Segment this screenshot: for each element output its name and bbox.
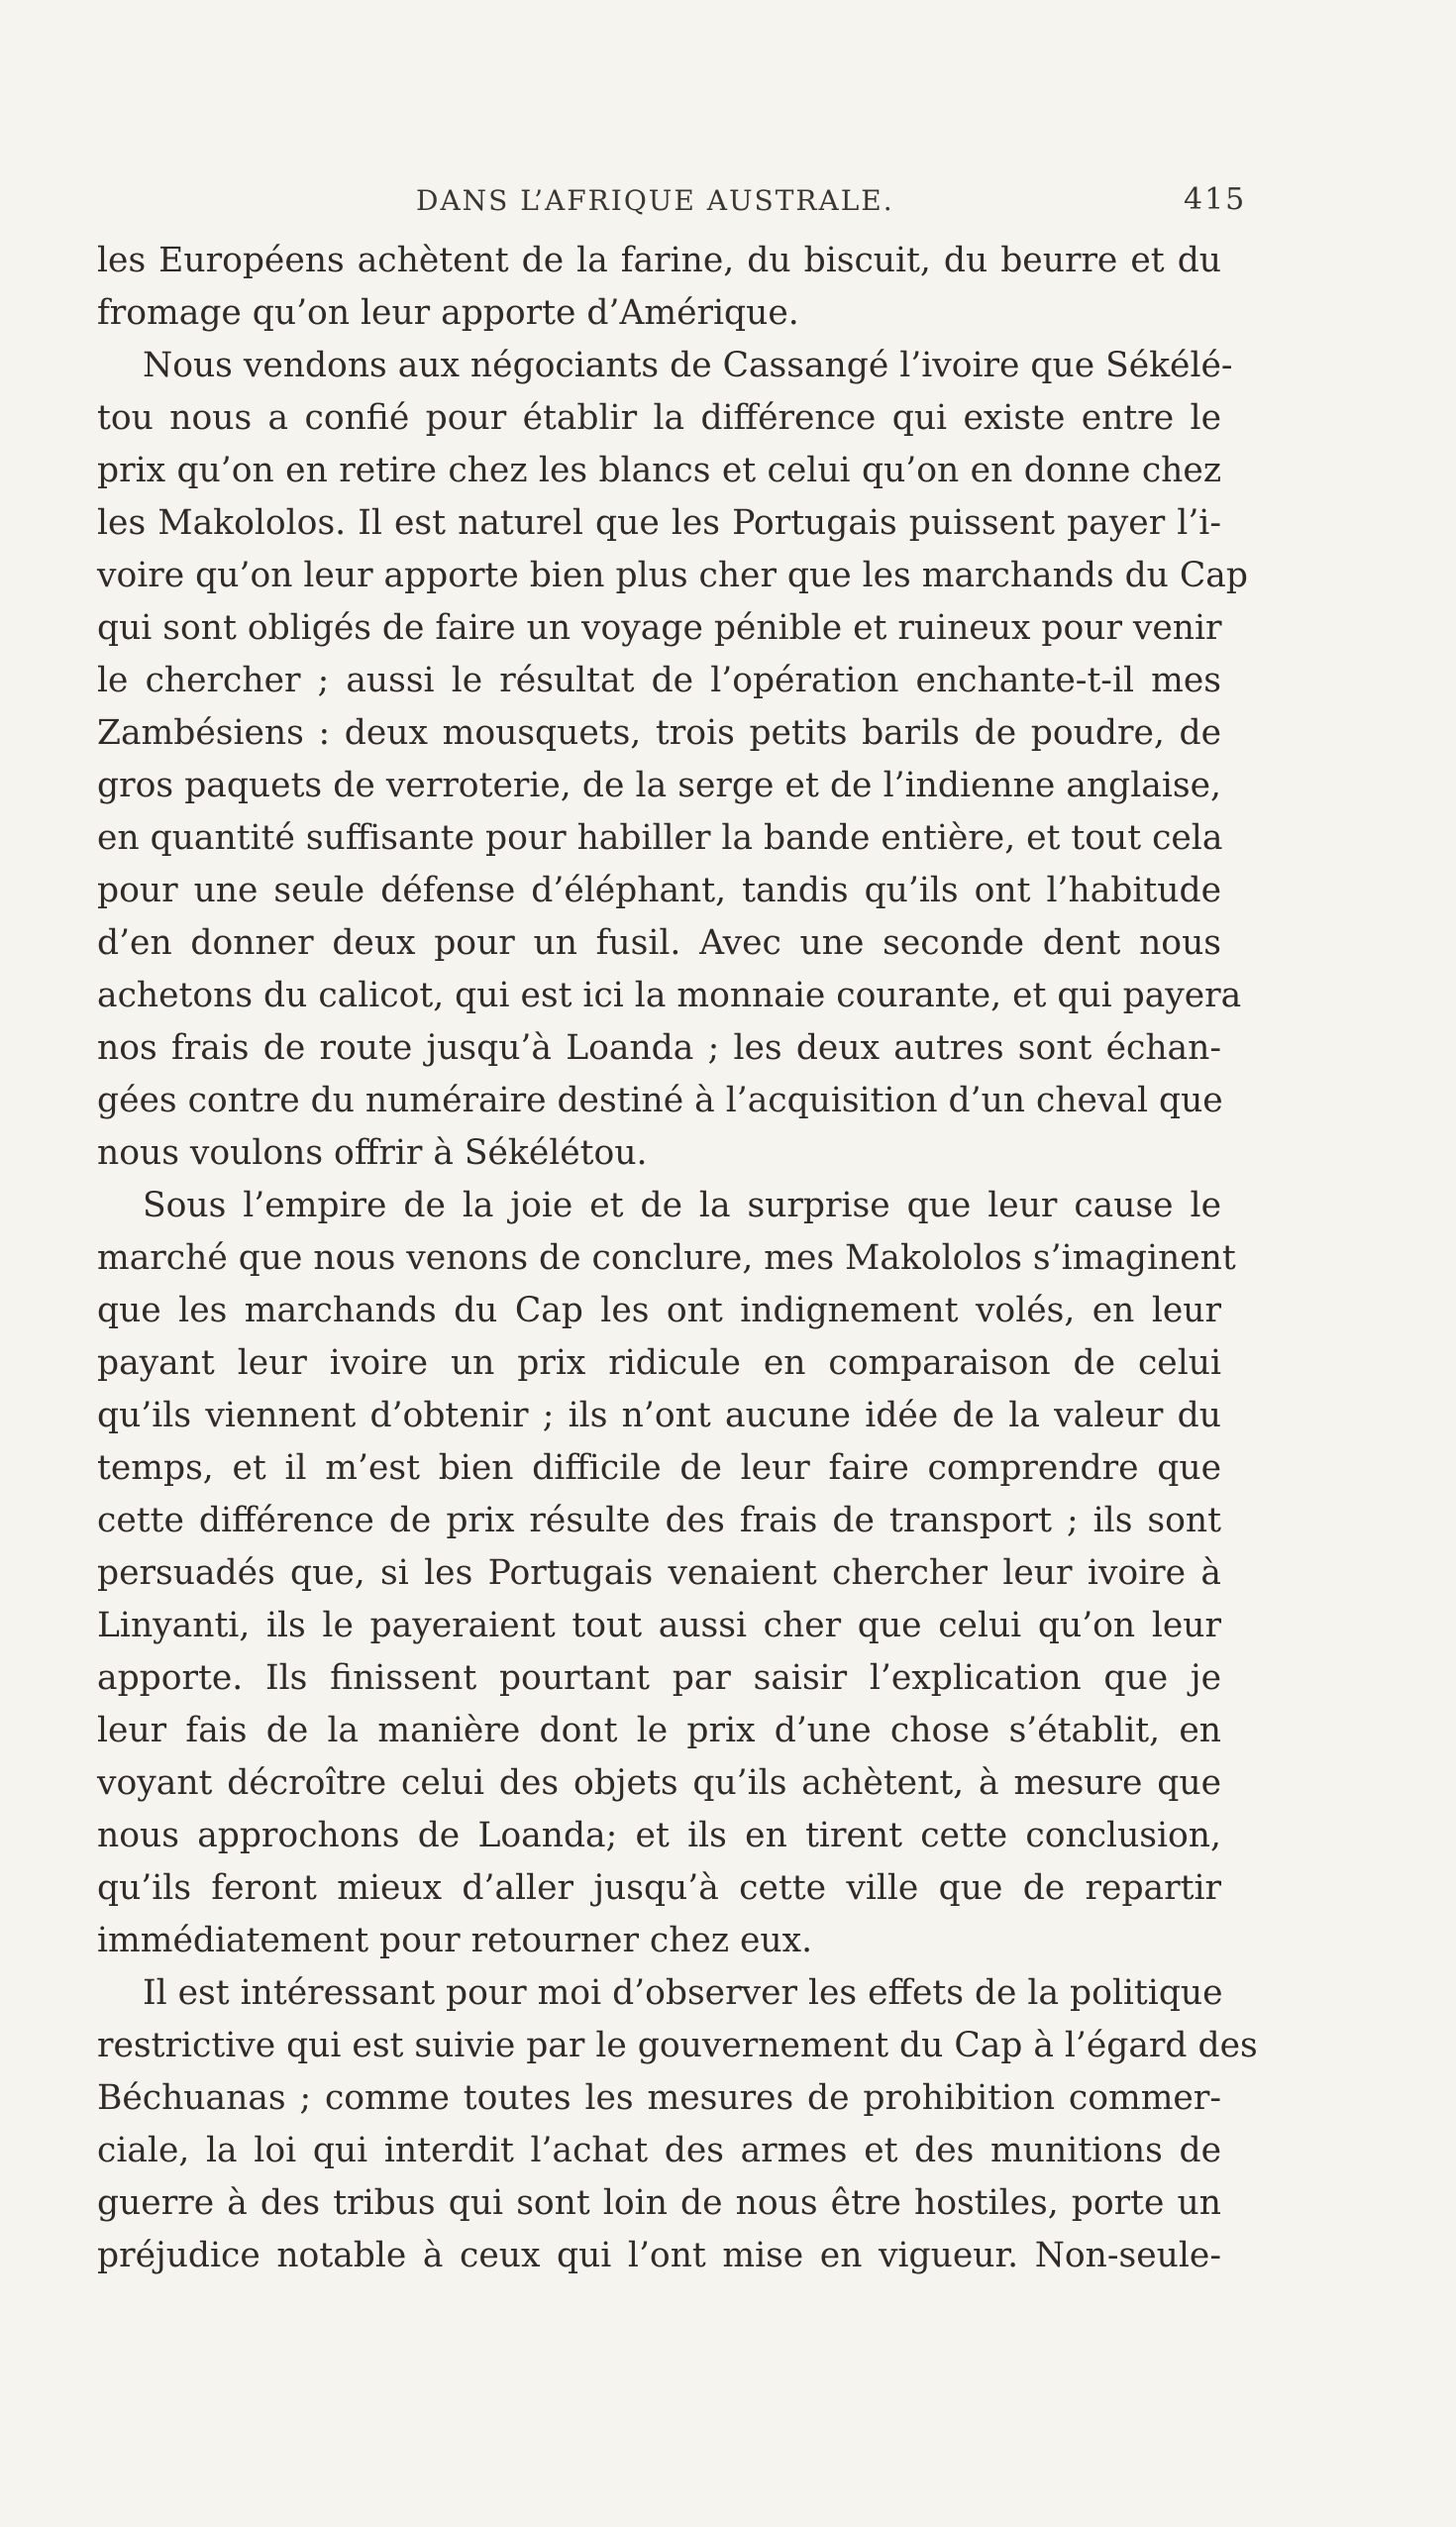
text-line: gros paquets de verroterie, de la serge et de l’indienne anglaise,: [97, 766, 1221, 805]
text-line: guerre à des tribus qui sont loin de nous être hostiles, porte un: [97, 2183, 1221, 2223]
text-line: Sous l’empire de la joie et de la surprise que leur cause le: [143, 1186, 1221, 1225]
text-line: apporte. Ils finissent pourtant par saisir l’explication que je: [97, 1658, 1221, 1698]
text-line: voyant décroître celui des objets qu’ils achètent, à mesure que: [97, 1763, 1221, 1803]
text-line: cette différence de prix résulte des frais de transport ; ils sont: [97, 1501, 1221, 1540]
text-line: Béchuanas ; comme toutes les mesures de prohibition commer-: [97, 2078, 1221, 2118]
text-line: en quantité suffisante pour habiller la bande entière, et tout cela: [97, 818, 1223, 858]
text-line: qu’ils viennent d’obtenir ; ils n’ont aucune idée de la valeur du: [97, 1396, 1221, 1435]
text-line: pour une seule défense d’éléphant, tandis qu’ils ont l’habitude: [97, 871, 1221, 910]
text-line: Linyanti, ils le payeraient tout aussi cher que celui qu’on leur: [97, 1606, 1221, 1645]
text-line: qu’ils feront mieux d’aller jusqu’à cette ville que de repartir: [97, 1868, 1221, 1908]
text-line: gées contre du numéraire destiné à l’acquisition d’un cheval que: [97, 1081, 1223, 1120]
text-line: Nous vendons aux négociants de Cassangé l’ivoire que Sékélé-: [143, 346, 1233, 385]
text-line: préjudice notable à ceux qui l’ont mise en vigueur. Non-seule-: [97, 2236, 1221, 2275]
text-line: nos frais de route jusqu’à Loanda ; les deux autres sont échan-: [97, 1028, 1221, 1068]
text-line: voire qu’on leur apporte bien plus cher que les marchands du Cap: [97, 556, 1248, 595]
text-line: les Européens achètent de la farine, du biscuit, du beurre et du: [97, 241, 1221, 280]
text-line: prix qu’on en retire chez les blancs et celui qu’on en donne chez: [97, 451, 1221, 490]
text-line: payant leur ivoire un prix ridicule en comparaison de celui: [97, 1343, 1221, 1383]
running-head: DANS L’AFRIQUE AUSTRALE.: [416, 184, 894, 217]
text-line: d’en donner deux pour un fusil. Avec une seconde dent nous: [97, 923, 1221, 963]
text-line: nous voulons offrir à Sékélétou.: [97, 1133, 648, 1173]
text-line: marché que nous venons de conclure, mes Makololos s’imaginent: [97, 1238, 1236, 1278]
text-line: persuadés que, si les Portugais venaient chercher leur ivoire à: [97, 1553, 1221, 1593]
text-line: fromage qu’on leur apporte d’Amérique.: [97, 293, 799, 333]
text-line: restrictive qui est suivie par le gouvernement du Cap à l’égard des: [97, 2026, 1258, 2065]
text-line: immédiatement pour retourner chez eux.: [97, 1921, 813, 1960]
text-line: que les marchands du Cap les ont indignement volés, en leur: [97, 1291, 1221, 1330]
text-line: leur fais de la manière dont le prix d’une chose s’établit, en: [97, 1711, 1221, 1750]
text-line: qui sont obligés de faire un voyage pénible et ruineux pour venir: [97, 608, 1222, 648]
text-line: nous approchons de Loanda; et ils en tirent cette conclusion,: [97, 1816, 1221, 1855]
text-line: achetons du calicot, qui est ici la monnaie courante, et qui payera: [97, 976, 1242, 1015]
text-line: ciale, la loi qui interdit l’achat des armes et des munitions de: [97, 2131, 1221, 2170]
text-line: temps, et il m’est bien difficile de leur faire comprendre que: [97, 1448, 1221, 1488]
text-line: Zambésiens : deux mousquets, trois petits barils de poudre, de: [97, 713, 1221, 753]
text-line: Il est intéressant pour moi d’observer les effets de la politique: [143, 1973, 1223, 2013]
text-line: les Makololos. Il est naturel que les Portugais puissent payer l’i-: [97, 503, 1221, 543]
text-line: le chercher ; aussi le résultat de l’opération enchante-t-il mes: [97, 661, 1221, 700]
text-line: tou nous a confié pour établir la différence qui existe entre le: [97, 398, 1221, 438]
page-number: 415: [1184, 182, 1247, 217]
